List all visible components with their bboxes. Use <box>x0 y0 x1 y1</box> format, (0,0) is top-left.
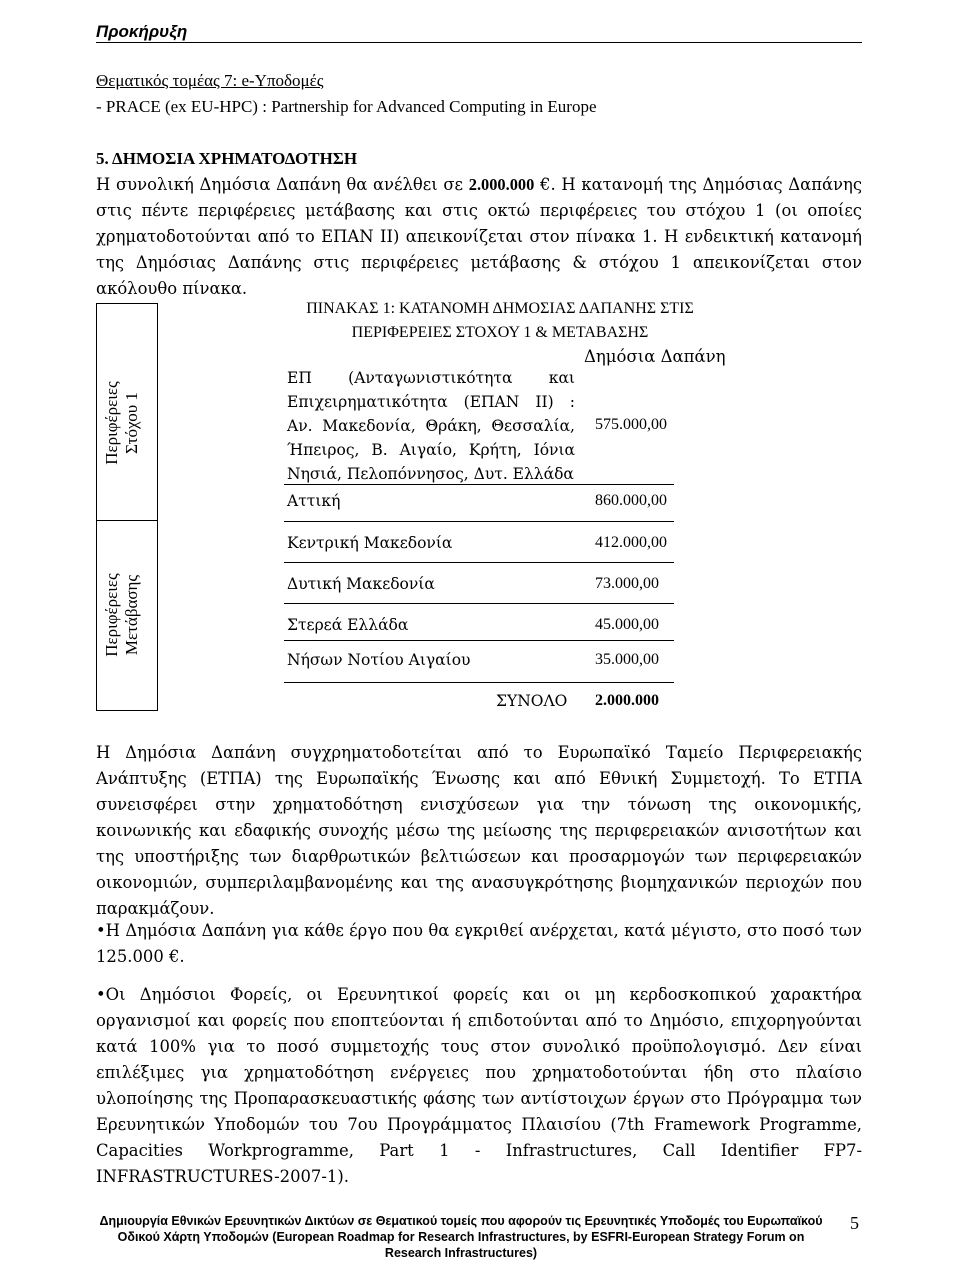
total-amount: 2.000.000 <box>468 175 535 194</box>
row1-line: Αν. Μακεδονία, Θράκη, Θεσσαλία, <box>287 417 575 435</box>
table-row-value: 35.000,00 <box>595 651 659 668</box>
table-row-label: Κεντρική Μακεδονία <box>287 534 453 552</box>
table-row-label-multiline <box>287 366 575 486</box>
table-row-label: Αττική <box>287 492 341 510</box>
section-heading: 5. ΔΗΜΟΣΙΑ ΧΡΗΜΑΤΟΔΟΤΗΣΗ <box>96 149 358 168</box>
document-header-title: Προκήρυξη <box>96 22 188 41</box>
table-row-label: Νήσων Νοτίου Αιγαίου <box>287 651 471 669</box>
table-row-value: 73.000,00 <box>595 575 659 592</box>
footer-text: Δημιουργία Εθνικών Ερευνητικών Δικτύων σε Θεματικού τομείς που αφορούν τις Ερευνητικές Υποδομές του Ευρωπαϊκού Οδικού Χάρτη Υποδομών (European Roadmap for Research Infrastructures, by ESFRI-European Strategy Forum on Research Infrastructures) <box>99 1214 823 1260</box>
group2-label-line1: Περιφέρειες <box>102 573 121 657</box>
group1-label-line2: Στόχου 1 <box>122 392 141 454</box>
table-row-label: Δυτική Μακεδονία <box>287 575 435 593</box>
table-total-label: ΣΥΝΟΛΟ <box>496 692 568 710</box>
bullet-max-expenditure: •Η Δημόσια Δαπάνη για κάθε έργο που θα εγκριθεί ανέρχεται, κατά μέγιστο, στο ποσό των 125.000 €. <box>96 921 862 966</box>
page-number: 5 <box>850 1213 859 1233</box>
row1-line: ΕΠ (Ανταγωνιστικότητα και <box>287 369 575 387</box>
group2-label-line2: Μετάβασης <box>122 574 141 656</box>
row1-line: Νησιά, Πελοπόννησος, Δυτ. Ελλάδα <box>287 465 574 483</box>
header-rule <box>96 42 862 43</box>
row1-line: Ήπειρος, Β. Αιγαίο, Κρήτη, Ιόνια <box>287 441 575 459</box>
table-row-value: 45.000,00 <box>595 616 659 633</box>
column-header: Δημόσια Δαπάνη <box>584 347 726 366</box>
table-total-value: 2.000.000 <box>595 692 659 709</box>
row1-line: Επιχειρηματικότητα (ΕΠΑΝ ΙΙ) : <box>287 393 575 411</box>
table-row-value: 412.000,00 <box>595 534 667 551</box>
section-paragraph <box>96 172 862 302</box>
table-row-divider <box>284 562 674 563</box>
table-row-divider <box>284 484 674 485</box>
table-row-value: 860.000,00 <box>595 492 667 509</box>
group-label-transition <box>102 550 142 680</box>
bullet-eligible-bodies: •Οι Δημόσιοι Φορείς, οι Ερευνητικοί φορείς και οι μη κερδοσκοπικού χαρακτήρα οργανισμοί και φορείς που εποπτεύονται ή επιδοτούνται από το Δημόσιο, επιχορηγούνται κατά 100% για το ποσό συμμετοχής τους στον συνολικό προϋπολογισμό. Δεν είναι επιλέξιμες για χρηματοδότηση ενέργειες που χρηματοδοτούνται ήδη στο πλαίσιο υλοποίησης της Προπαρασκευαστικής φάσης των αντίστοιχων έργων στο Πρόγραμμα των Ερευνητικών Υποδομών του 7ου Προγράμματος Πλαισίου (7th Framework Programme, Capacities Workprogramme, Part 1 - Infrastructures, Call Identifier FP7-INFRASTRUCTURES-2007-1). <box>96 985 862 1186</box>
sector-line: Θεματικός τομέας 7: e-Υποδομές <box>96 71 324 90</box>
prace-line: - PRACE (ex EU-HPC) : Partnership for Advanced Computing in Europe <box>96 97 597 116</box>
group-label-objective1 <box>102 358 142 488</box>
table-row-divider <box>284 603 674 604</box>
group1-label-line1: Περιφέρειες <box>102 381 121 465</box>
paragraph-text-b: €. Η κατανομή της Δημόσιας Δαπάνης στις πέντε περιφέρειες μετάβασης και στις οκτώ περιφέρειες του στόχου 1 (οι οποίες χρηματοδοτούνται από το ΕΠΑΝ ΙΙ) απεικονίζεται στον πίνακα 1. Η ενδεικτική κατανομή της Δημόσιας Δαπάνης στις περιφέρειες μετάβασης & στόχου 1 απεικονίζεται στον ακόλουθο πίνακα. <box>96 175 862 298</box>
table-row-divider <box>284 682 674 683</box>
cofinancing-paragraph: Η Δημόσια Δαπάνη συγχρηματοδοτείται από το Ευρωπαϊκό Ταμείο Περιφερειακής Ανάπτυξης (ΕΤΠΑ) της Ευρωπαϊκής Ένωσης και από Εθνική Συμμετοχή. Το ΕΤΠΑ συνεισφέρει στην χρηματοδότηση ενισχύσεων για την τόνωση της οικονομικής, κοινωνικής και εδαφικής συνοχής μέσω της μείωσης της περιφερειακών ανισοτήτων και της υποστήριξης των διαρθρωτικών βελτιώσεων και προσαρμογών των περιφερειακών οικονομιών, συμπεριλαμβανομένης και της ανασυγκρότησης βιομηχανικών περιοχών που παρακμάζουν. <box>96 743 862 918</box>
table-row-divider <box>284 640 674 641</box>
table-row-divider <box>284 521 674 522</box>
region-group-divider <box>96 520 158 521</box>
paragraph-text-a: Η συνολική Δημόσια Δαπάνη θα ανέλθει σε <box>96 175 469 194</box>
table-row-label: Στερεά Ελλάδα <box>287 616 409 634</box>
table-row-value: 575.000,00 <box>595 416 667 433</box>
table-title-line1: ΠΙΝΑΚΑΣ 1: ΚΑΤΑΝΟΜΗ ΔΗΜΟΣΙΑΣ ΔΑΠΑΝΗΣ ΣΤΙΣ <box>306 300 694 317</box>
table-title-line2: ΠΕΡΙΦΕΡΕΙΕΣ ΣΤΟΧΟΥ 1 & ΜΕΤΑΒΑΣΗΣ <box>351 324 649 341</box>
